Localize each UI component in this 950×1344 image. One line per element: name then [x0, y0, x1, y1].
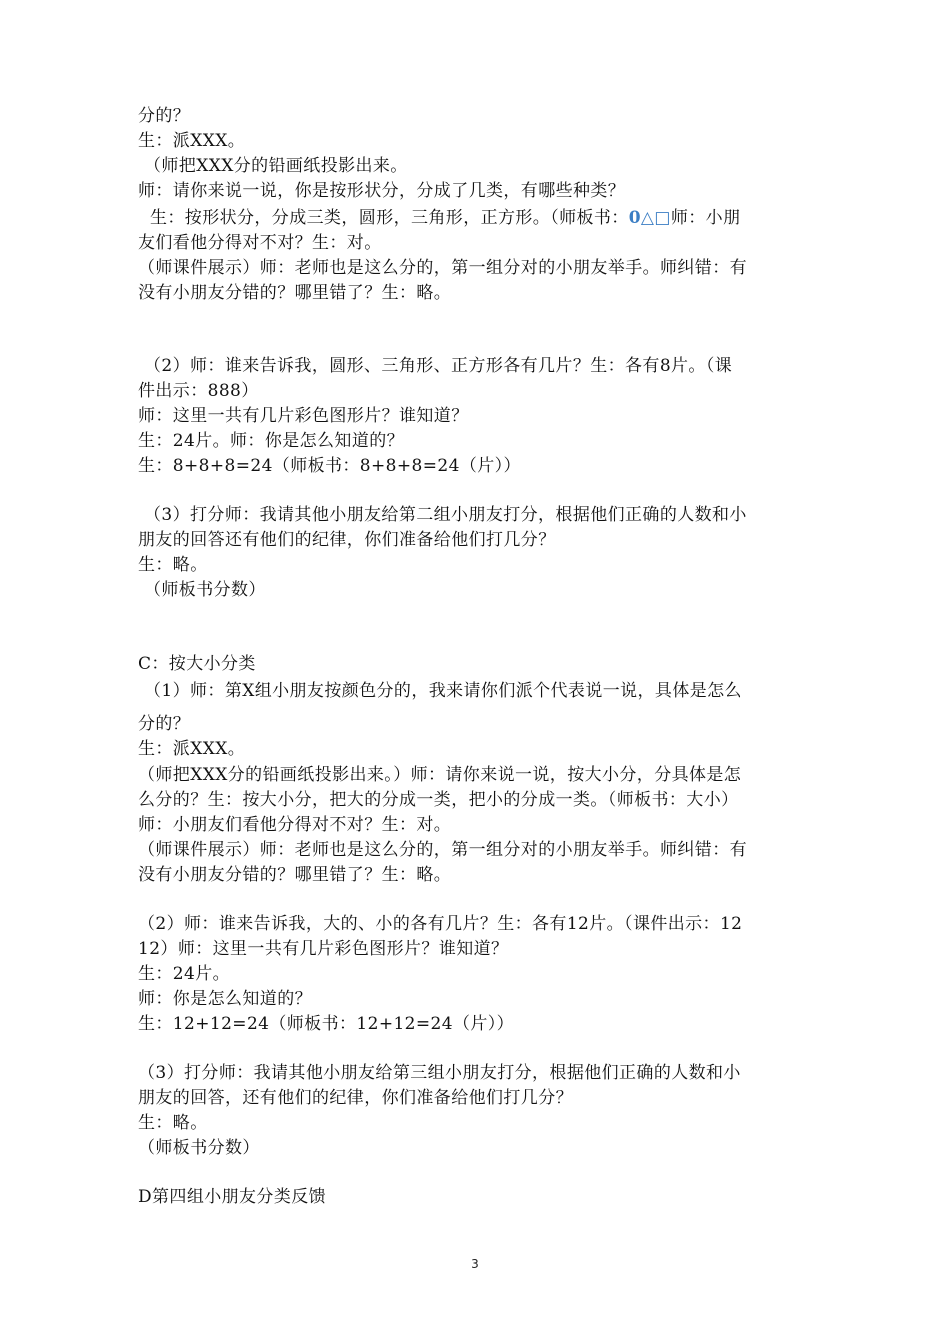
text-line: （2）师：谁来告诉我，大的、小的各有几片？生：各有12片。（课件出示：12: [138, 914, 743, 934]
text-line: （1）师：第X组小朋友按颜色分的，我来请你们派个代表说一说，具体是怎么: [144, 681, 742, 701]
text-line: 友们看他分得对不对？生：对。: [138, 233, 382, 253]
text-line: 没有小朋友分错的？哪里错了？生：略。: [138, 283, 452, 303]
text-line: 师：请你来说一说，你是按形状分，分成了几类，有哪些种类？: [138, 181, 626, 201]
text-line: （师把XXX分的铅画纸投影出来。: [144, 156, 408, 176]
text-segment: 师：小朋: [670, 208, 741, 228]
text-line: （师板书分数）: [144, 580, 266, 600]
text-line: 生：派XXX。: [138, 131, 246, 151]
text-line: 生：24片。师：你是怎么知道的？: [138, 431, 405, 451]
text-line: 生：略。: [138, 555, 208, 575]
text-line: 师：你是怎么知道的？: [138, 989, 312, 1009]
section-heading: D第四组小朋友分类反馈: [138, 1187, 327, 1207]
text-line: 分的？: [138, 106, 191, 126]
text-line: （师板书分数）: [138, 1138, 260, 1158]
text-line: 么分的？生：按大小分，把大的分成一类，把小的分成一类。（师板书：大小）: [138, 790, 739, 810]
text-line: 朋友的回答，还有他们的纪律，你们准备给他们打几分？: [138, 1088, 573, 1108]
text-line: （3）打分师：我请其他小朋友给第二组小朋友打分，根据他们正确的人数和小: [144, 505, 747, 525]
text-line: [150, 206, 740, 230]
text-line: 件出示：888）: [138, 381, 259, 401]
text-line: 师：这里一共有几片彩色图形片？谁知道？: [138, 406, 469, 426]
text-line: 12）师：这里一共有几片彩色图形片？谁知道？: [138, 939, 509, 959]
text-line: （2）师：谁来告诉我，圆形、三角形、正方形各有几片？生：各有8片。（课: [144, 356, 733, 376]
text-line: 生：略。: [138, 1113, 208, 1133]
text-line: 没有小朋友分错的？哪里错了？生：略。: [138, 865, 452, 885]
text-line: （师课件展示）师：老师也是这么分的，第一组分对的小朋友举手。师纠错：有: [138, 840, 747, 860]
board-shapes: 0△□: [628, 208, 671, 228]
text-line: 分的？: [138, 714, 191, 734]
text-line: 生：12+12=24（师板书：12+12=24（片））: [138, 1014, 515, 1034]
text-line: 生：8+8+8=24（师板书：8+8+8=24（片））: [138, 456, 521, 476]
section-heading: C：按大小分类: [138, 654, 256, 674]
text-line: （师课件展示）师：老师也是这么分的，第一组分对的小朋友举手。师纠错：有: [138, 258, 747, 278]
text-line: 师：小朋友们看他分得对不对？生：对。: [138, 815, 452, 835]
text-line: （师把XXX分的铅画纸投影出来。）师：请你来说一说，按大小分，分具体是怎: [138, 765, 742, 785]
text-line: 生：派XXX。: [138, 739, 246, 759]
page-number: 3: [471, 1257, 479, 1271]
text-segment: 生：按形状分，分成三类，圆形，三角形，正方形。（师板书：: [150, 208, 629, 228]
text-line: （3）打分师：我请其他小朋友给第三组小朋友打分，根据他们正确的人数和小: [138, 1063, 741, 1083]
text-line: 生：24片。: [138, 964, 231, 984]
text-line: 朋友的回答还有他们的纪律，你们准备给他们打几分？: [138, 530, 556, 550]
